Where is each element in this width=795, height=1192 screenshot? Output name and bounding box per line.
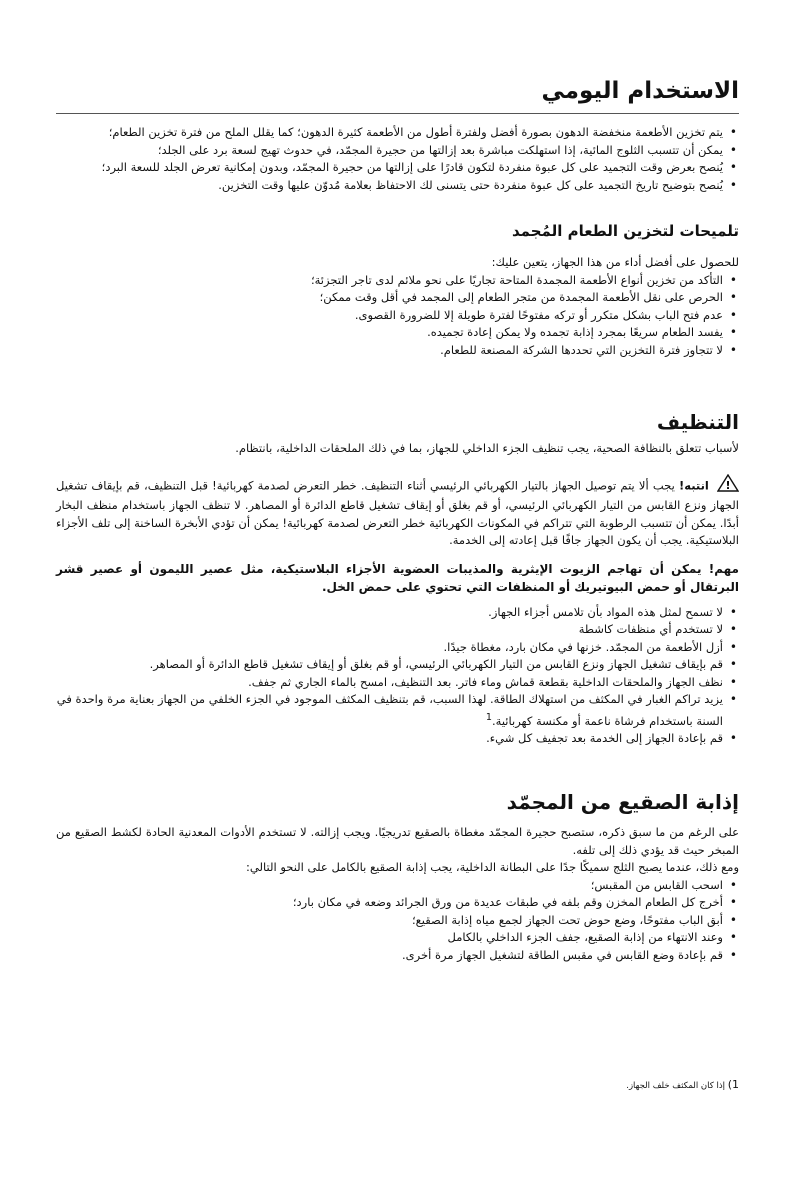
section-intro: لأسباب تتعلق بالنظافة الصحية، يجب تنظيف الجزء الداخلي للجهاز، بما في ذلك الملحقات الداخلية، بانتظام. bbox=[235, 441, 739, 455]
list-item: • قم بإيقاف تشغيل الجهاز ونزع القابس من التيار الكهربائي الرئيسي، أو قم بغلق أو إيقاف تشغيل قاطع الدائرة أو المصاهر. bbox=[56, 656, 723, 674]
section-intro: للحصول على أفضل أداء من هذا الجهاز، يتعين عليك: bbox=[491, 255, 739, 269]
footnote bbox=[626, 1078, 739, 1091]
freezing-tips-list bbox=[56, 272, 739, 360]
list-item: • وعند الانتهاء من إذابة الصقيع، جفف الجزء الداخلي بالكامل bbox=[56, 929, 723, 947]
cleaning-section bbox=[56, 410, 739, 747]
warning-label: انتبه! bbox=[678, 477, 709, 492]
warning-text: يجب ألا يتم توصيل الجهاز بالتيار الكهربائي الرئيسي أثناء التنظيف. خطر التعرض لصدمة كهربائية! قبل التنظيف، قم بإيقاف تشغيل الجهاز ونزع القابس من التيار الكهربائي الرئيسي، أو قم بغلق أو إيقاف تشغيل قاطع الدائرة أو المصاهر. لا تنظف الجهاز باستخدام منظف البخار أبدًا. يمكن أن تتسبب الرطوبة التي تتراكم في المكونات الكهربائية خطر التعرض لصدمة كهربائية! يمكن أن تؤدي الأبخرة الساخنة إلى تلف الأجزاء البلاستيكية. يجب أن يكون الجهاز جافًا قبل إعادته إلى الخدمة. bbox=[56, 477, 739, 547]
title-divider bbox=[56, 113, 739, 114]
page-title: الاستخدام اليومي bbox=[541, 78, 739, 104]
footnote-text: إذا كان المكثف خلف الجهاز. bbox=[626, 1081, 725, 1091]
list-item: • أبق الباب مفتوحًا، وضع حوض تحت الجهاز لجمع مياه إذابة الصقيع؛ bbox=[56, 912, 723, 930]
list-item: • التأكد من تخزين أنواع الأطعمة المجمدة المتاحة تجاريًا على نحو ملائم لدى تاجر التجزئة؛ bbox=[56, 272, 723, 290]
section-heading: التنظيف bbox=[656, 410, 739, 434]
daily-use-section bbox=[56, 124, 739, 194]
paragraph: ومع ذلك، عندما يصبح الثلج سميكًا جدًا على البطانة الداخلية، يجب إذابة الصقيع بالكامل على النحو التالي: bbox=[246, 860, 739, 874]
list-item: • يمكن أن تتسبب الثلوج المائية، إذا استهلكت مباشرة بعد إزالتها من حجيرة المجمّد، في حدوث تهيج لسعة برد على الجلد؛ bbox=[56, 142, 723, 160]
warning-triangle-icon bbox=[717, 474, 739, 498]
list-item-text: يزيد تراكم الغبار في المكثف من استهلاك الطاقة. لهذا السبب، قم بتنظيف المكثف الموجود في الجزء الخلفي من الجهاز بعناية مرة واحدة في السنة باستخدام فرشاة ناعمة أو مكنسة كهربائية. bbox=[56, 692, 723, 728]
svg-text:!: ! bbox=[725, 478, 731, 492]
list-item: • أخرج كل الطعام المخزن وقم بلفه في طبقات عديدة من ورق الجرائد وضعه في مكان بارد؛ bbox=[56, 894, 723, 912]
list-item bbox=[56, 691, 723, 730]
section-heading: تلميحات لتخزين الطعام المُجمد bbox=[512, 222, 739, 240]
defrost-steps-list bbox=[56, 877, 739, 965]
list-item: • لا تستخدم أي منظفات كاشطة bbox=[56, 621, 723, 639]
important-note: مهم! يمكن أن تهاجم الزيوت الإيثرية والمذيبات العضوية الأجزاء البلاستيكية، مثل عصير الليمون أو عصير قشر البرتقال أو حمض البيوتيريك أو المنظفات التي تحتوي على حمض الخل. bbox=[56, 561, 739, 594]
list-item: • نظف الجهاز والملحقات الداخلية بقطعة قماش وماء فاتر. بعد التنظيف، امسح بالماء الجاري ثم جفف. bbox=[56, 674, 723, 692]
list-item: • يُنصح بعرض وقت التجميد على كل عبوة منفردة لتكون قادرًا على إزالتها من حجيرة المجمّد، وبدون إمكانية تعرض الجلد للسعة البرد؛ bbox=[56, 159, 723, 177]
daily-use-list bbox=[56, 124, 739, 194]
footnote-marker: 1 bbox=[485, 711, 493, 723]
cleaning-list bbox=[56, 604, 739, 748]
list-item: • الحرص على نقل الأطعمة المجمدة من متجر الطعام إلى المجمد في أقل وقت ممكن؛ bbox=[56, 289, 723, 307]
list-item: • لا تتجاوز فترة التخزين التي تحددها الشركة المصنعة للطعام. bbox=[56, 342, 723, 360]
list-item: • يتم تخزين الأطعمة منخفضة الدهون بصورة أفضل ولفترة أطول من الأطعمة كثيرة الدهون؛ كما يقلل الملح من فترة تخزين الطعام؛ bbox=[56, 124, 723, 142]
list-item: • لا تسمح لمثل هذه المواد بأن تلامس أجزاء الجهاز. bbox=[56, 604, 723, 622]
list-item: • أزل الأطعمة من المجمّد. خزنها في مكان بارد، مغطاة جيدًا. bbox=[56, 639, 723, 657]
list-item: • اسحب القابس من المقبس؛ bbox=[56, 877, 723, 895]
warning-note bbox=[56, 474, 739, 550]
list-item: • عدم فتح الباب بشكل متكرر أو تركه مفتوحًا لفترة طويلة إلا للضرورة القصوى. bbox=[56, 307, 723, 325]
defrosting-section bbox=[56, 790, 739, 964]
footnote-number: 1) bbox=[727, 1078, 739, 1091]
section-heading: إذابة الصقيع من المجمّد bbox=[506, 790, 739, 814]
paragraph: على الرغم من ما سبق ذكره، ستصبح حجيرة المجمّد مغطاة بالصقيع تدريجيًا. ويجب إزالته. لا تستخدم الأدوات المعدنية الحادة لكشط الصقيع من المبخر حيث قد يؤدي ذلك إلى تلفه. bbox=[56, 825, 739, 857]
list-item: • يُنصح بتوضيح تاريخ التجميد على كل عبوة منفردة حتى يتسنى لك الاحتفاظ بعلامة مُدوّن عليها وقت التخزين. bbox=[56, 177, 723, 195]
freezing-tips-section bbox=[56, 222, 739, 359]
list-item: • قم بإعادة وضع القابس في مقبس الطاقة لتشغيل الجهاز مرة أخرى. bbox=[56, 947, 723, 965]
list-item: • يفسد الطعام سريعًا بمجرد إذابة تجمده ولا يمكن إعادة تجميده. bbox=[56, 324, 723, 342]
list-item: • قم بإعادة الجهاز إلى الخدمة بعد تجفيف كل شيء. bbox=[56, 730, 723, 748]
